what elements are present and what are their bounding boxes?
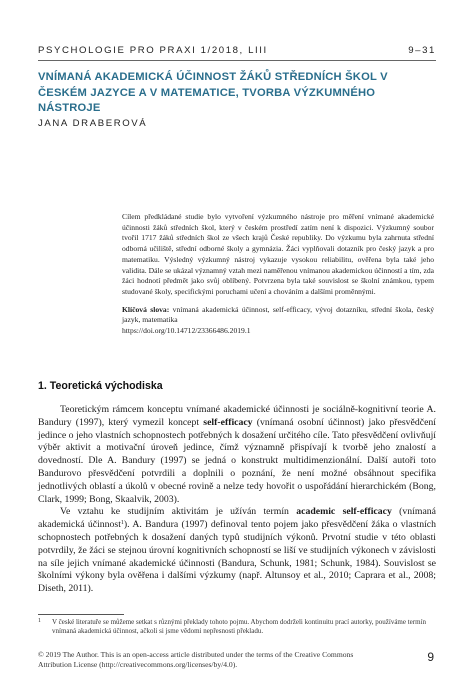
abstract-text: Cílem předkládané studie bylo vytvoření výzkumného nástroje pro měření vnímané akademické účinnosti žáků středních škol, který v českém prostředí zatím není k dispozici. Výzkumný soubor tvořil 1717 žáků středních škol ze všech krajů České republiky. Do výzkumu byla zahrnuta střední odborná učiliště, střední odborné školy a gymnázia. Žáci vyplňovali dotazník pro český jazyk a pro matematiku. Výsledný výzkumný nástroj vykazuje vysokou reliabilitu, ověřena byla také jeho validita. Dále se ukázal významný vztah mezi naměřenou vnímanou akademickou účinností a tím, zda žáci hodnotí předmět jako svůj oblíbený. Potvrzena byla také souvislost se školní známkou, typem studované školy, specifickými poruchami učení a chováním a dalšími proměnnými. xyxy=(122,212,434,296)
section-title: 1. Teoretická východiska xyxy=(38,380,163,392)
footnote-mark: 1 xyxy=(38,618,41,624)
term-self-efficacy: self-efficacy xyxy=(203,416,253,428)
doi-link[interactable]: https://doi.org/10.14712/23366486.2019.1 xyxy=(122,326,251,336)
header-rule xyxy=(38,60,436,61)
abstract xyxy=(122,212,434,337)
paragraph xyxy=(38,506,436,596)
footnote-text: V české literatuře se můžeme setkat s různými překlady tohoto pojmu. Abychom dodrželi kontinuitu prací autorky, používáme termín vnímaná akademická účinnost, ačkoli si jsme vědomi nepřesnosti překladu. xyxy=(52,618,427,635)
term-academic-self-efficacy: academic self-efficacy xyxy=(296,506,392,518)
footnote xyxy=(38,618,436,636)
paragraph-text: Teoretickým rámcem konceptu vnímané akademické účinnosti je sociálně-kognitivní teorie A. Bandury (1997), který vymezil koncept xyxy=(38,404,436,428)
keywords-label: Klíčová slova: xyxy=(122,304,170,314)
page-number: 9 xyxy=(427,650,434,664)
paragraph-text: (vnímaná akademická účinnost xyxy=(38,506,436,531)
paragraph-text: ). A. Bandura (1997) definoval tento pojem jako přesvědčení žáka o vlastních schopnostech potřebných k dosažení daných typů studijních výkonů. Prvotní studie v této oblasti potvrdily, že žáci se stejnou úrovní kognitivních schopností se liší ve studijních výkonech v závislosti na síle jejich vnímané akademické účinnosti (Bandura, Schunk, 1981; Schunk, 1984). Souvislost se školními výkony byla ověřena i dalšími výzkumy (např. Altunsoy et al., 2010; Caprara et al., 2008; Diseth, 2011). xyxy=(38,519,436,595)
license-text: © 2019 The Author. This is an open-access article distributed under the terms of the Creative Commons Attribution License (http://creativecommons.org/licenses/by/4.0). xyxy=(38,650,354,670)
running-head xyxy=(38,45,436,56)
paragraph-text: Ve vztahu ke studijním aktivitám je užíván termín xyxy=(60,506,297,518)
page-range: 9–31 xyxy=(408,45,436,56)
footnote-ref[interactable]: 1 xyxy=(120,520,124,527)
footnote-rule xyxy=(38,614,124,615)
body-text xyxy=(38,404,436,596)
author-name: JANA DRABEROVÁ xyxy=(38,118,148,129)
keywords xyxy=(122,305,434,326)
paragraph xyxy=(38,404,436,506)
paragraph-text: (vnímaná osobní účinnost) jako přesvědčení jedince o jeho vlastních schopnostech potřebných k dosažení určitého cíle. Tato přesvědčení ovlivňují výběr aktivit a motivační úroveň jedince, čímž významně přispívají k tvorbě jeho znalostí a dovedností. Dle A. Bandury (1997) se jedná o konstrukt multidimenzionální. Další autoři toto Bandurovo přesvědčení potvrdili a doplnili o poznání, že není možné obsáhnout specifika jednotlivých oblastí a úkolů v obecné rovině a nelze tedy hovořit o uspořádání hierarchickém (Bong, Clark, 1999; Bong, Skaalvik, 2003). xyxy=(38,416,436,505)
article-title: VNÍMANÁ AKADEMICKÁ ÚČINNOST ŽÁKŮ STŘEDNÍCH ŠKOL V ČESKÉM JAZYCE A V MATEMATICE, TVORBA VÝZKUMNÉHO NÁSTROJE xyxy=(38,71,388,115)
keywords-list: vnímaná akademická účinnost, self-efficacy, vývoj dotazníku, střední škola, český jazyk, matematika xyxy=(122,304,434,325)
journal-name: PSYCHOLOGIE PRO PRAXI 1/2018, LIII xyxy=(38,45,268,56)
